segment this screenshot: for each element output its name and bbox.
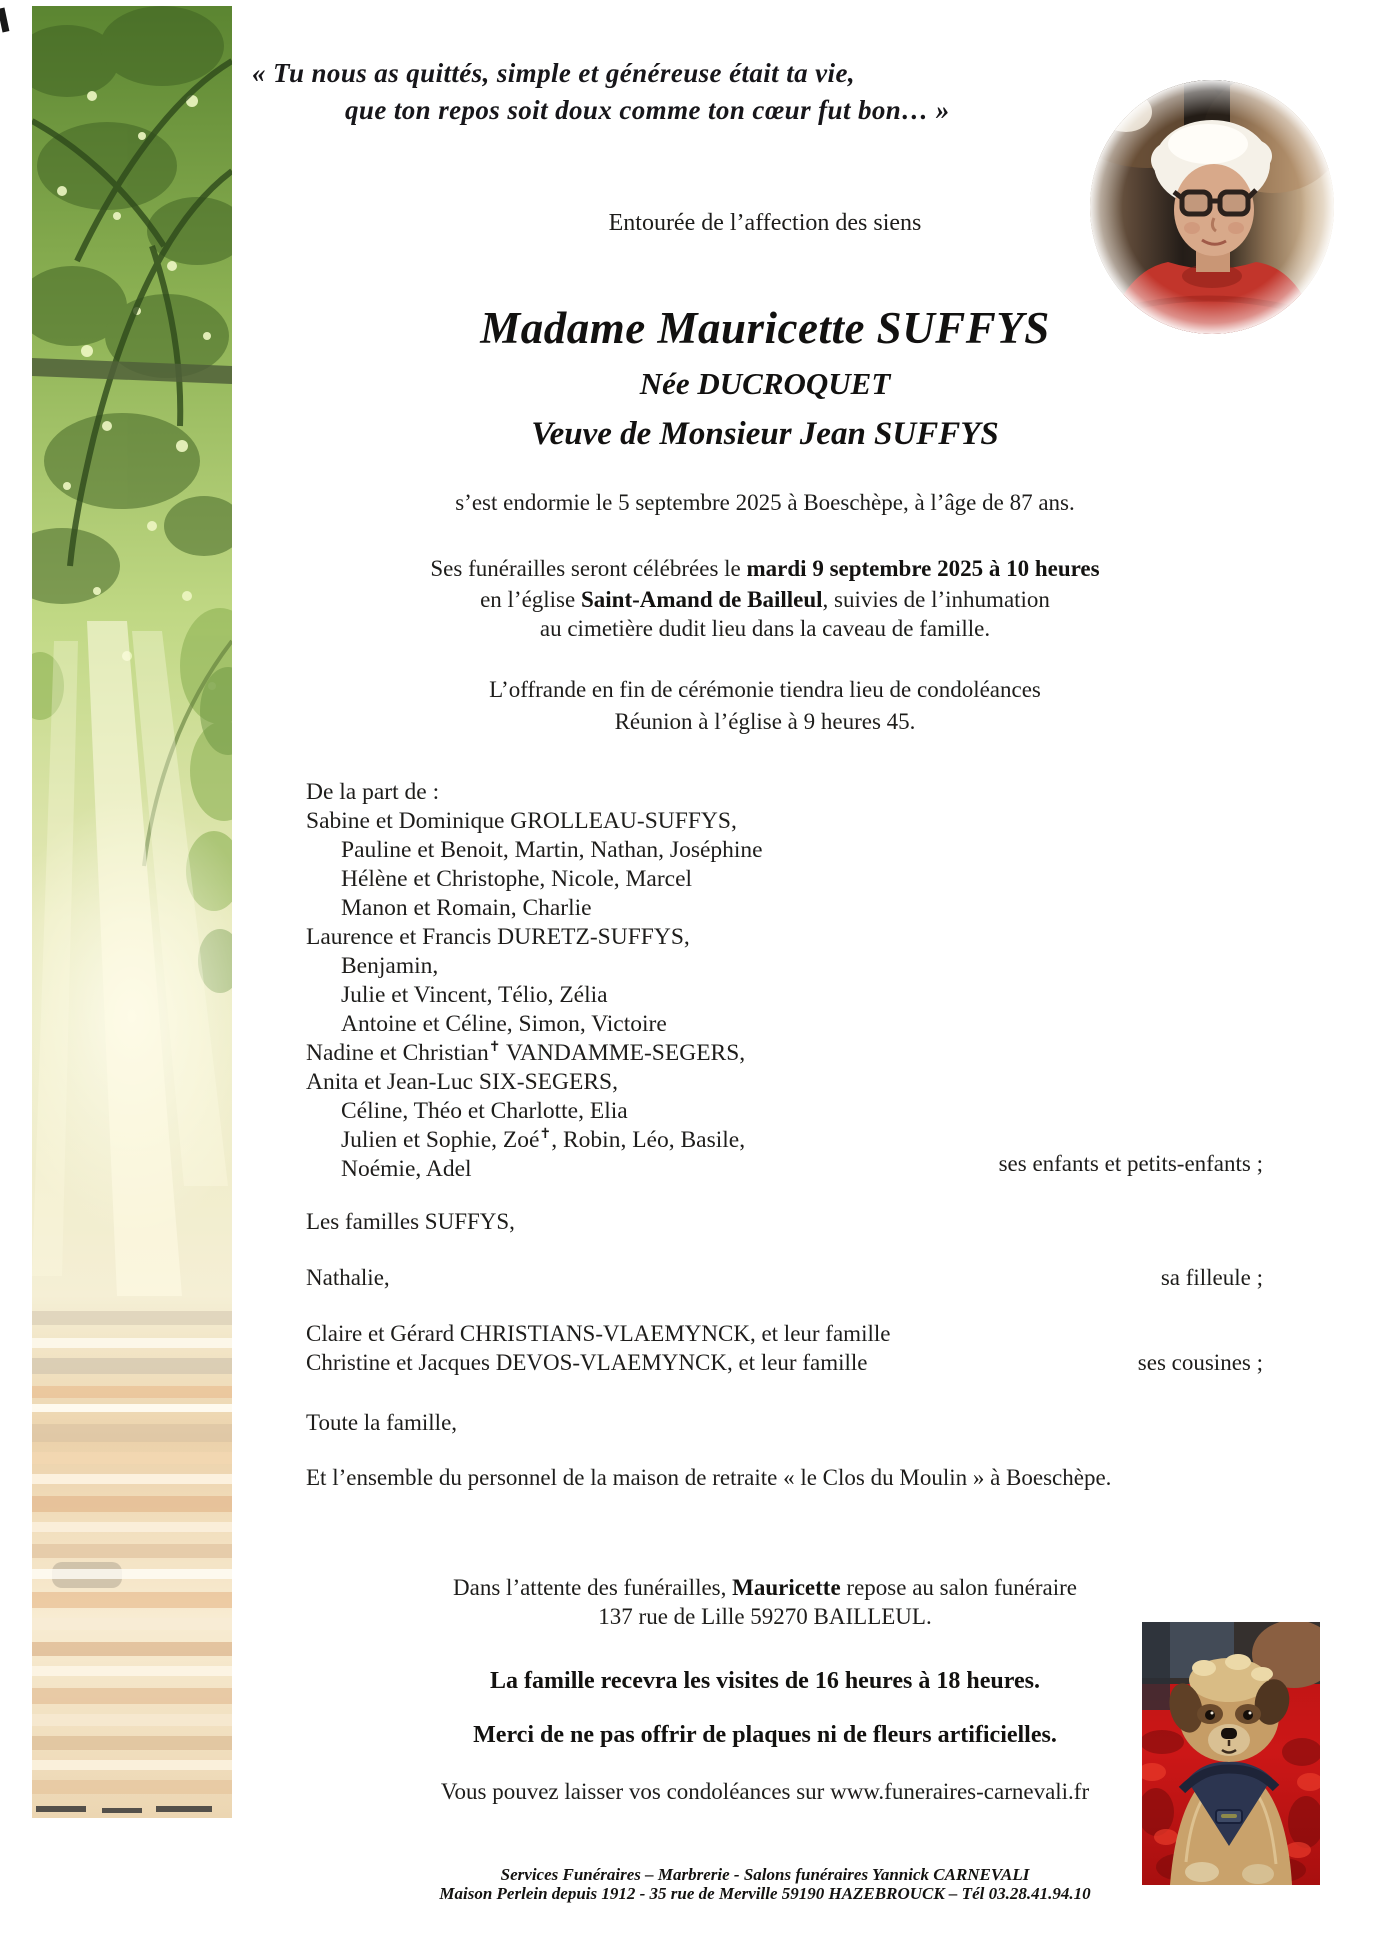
family-line: Antoine et Céline, Simon, Victoire — [341, 1011, 667, 1037]
offering-line-1: L’offrande en fin de cérémonie tiendra lieu de condoléances — [489, 677, 1041, 702]
family-line: Manon et Romain, Charlie — [341, 895, 592, 921]
deceased-maiden-name: Née DUCROQUET — [639, 366, 891, 401]
funeral-line-3: au cimetière dudit lieu dans la caveau de famille. — [539, 616, 991, 641]
deceased-cross-icon: ✝ — [488, 1039, 501, 1056]
family-line: Laurence et Francis DURETZ-SUFFYS, — [306, 924, 690, 950]
family-line: Noémie, Adel — [341, 1156, 472, 1182]
no-flowers-line: Merci de ne pas offrir de plaques ni de fleurs artificielles. — [473, 1722, 1057, 1748]
deceased-cross-icon: ✝ — [539, 1126, 552, 1143]
whole-family-line: Toute la famille, — [306, 1410, 458, 1435]
funeral-line-1 — [230, 556, 1300, 582]
family-line-text: Julien et Sophie, Zoé — [341, 1127, 540, 1153]
family-line: Céline, Théo et Charlotte, Elia — [341, 1098, 628, 1124]
goddaughter-relation-label: sa filleule ; — [1160, 1265, 1263, 1290]
deceased-name: Madame Mauricette SUFFYS — [480, 303, 1050, 353]
funeral-line-2-pre: en l’église — [480, 587, 581, 612]
family-line-text: VANDAMME-SEGERS, — [500, 1040, 746, 1066]
cousins-line-2: Christine et Jacques DEVOS-VLAEMYNCK, et leur famille — [306, 1350, 868, 1375]
funeral-line-1-text: Ses funérailles seront célébrées le — [430, 556, 747, 581]
condolences-line: Vous pouvez laisser vos condoléances sur www.funeraires-carnevali.fr — [440, 1779, 1090, 1804]
family-line: Pauline et Benoit, Martin, Nathan, Joséphine — [341, 837, 763, 863]
funeral-home-line-1: Services Funéraires – Marbrerie - Salons funéraires Yannick CARNEVALI — [500, 1865, 1030, 1884]
offering-line-2: Réunion à l’église à 9 heures 45. — [614, 709, 916, 734]
dog-photo — [1142, 1622, 1320, 1885]
cousins-relation-label: ses cousines ; — [1137, 1350, 1263, 1375]
forest-path-photo — [32, 6, 232, 1818]
family-line — [341, 1126, 763, 1155]
family-line: Sabine et Dominique GROLLEAU-SUFFYS, — [306, 808, 737, 834]
funeral-church: Saint-Amand de Bailleul — [580, 587, 823, 612]
family-line: Benjamin, — [341, 953, 439, 979]
family-line: Julie et Vincent, Télio, Zélia — [341, 982, 608, 1008]
family-line-text: Nadine et Christian — [306, 1040, 489, 1066]
quote-line-1: « Tu nous as quittés, simple et généreuse était ta vie, — [252, 58, 855, 88]
family-line: Hélène et Christophe, Nicole, Marcel — [341, 866, 693, 892]
family-line — [306, 1039, 763, 1068]
repose-line-1-pre: Dans l’attente des funérailles, — [453, 1575, 733, 1600]
repose-first-name: Mauricette — [732, 1575, 841, 1600]
staff-line: Et l’ensemble du personnel de la maison de retraite « le Clos du Moulin » à Boeschèpe. — [306, 1465, 1112, 1490]
deceased-widow-of: Veuve de Monsieur Jean SUFFYS — [531, 416, 999, 452]
children-relation-label: ses enfants et petits-enfants ; — [998, 1151, 1263, 1176]
funeral-line-2 — [230, 587, 1300, 613]
funeral-home-line-2: Maison Perlein depuis 1912 - 35 rue de Merville 59190 HAZEBROUCK – Tél 03.28.41.94.10 — [439, 1884, 1091, 1903]
repose-line-1 — [230, 1575, 1300, 1601]
portrait-photo — [1088, 78, 1336, 336]
funeral-date: mardi 9 septembre 2025 à 10 heures — [746, 556, 1100, 581]
intro-line: Entourée de l’affection des siens — [608, 210, 922, 236]
cousins-line-1: Claire et Gérard CHRISTIANS-VLAEMYNCK, et leur famille — [306, 1321, 891, 1346]
repose-line-1-post: repose au salon funéraire — [840, 1575, 1077, 1600]
goddaughter-name: Nathalie, — [306, 1265, 390, 1290]
death-notice: s’est endormie le 5 septembre 2025 à Boeschèpe, à l’âge de 87 ans. — [455, 490, 1075, 515]
scan-artifact — [0, 8, 9, 33]
repose-address: 137 rue de Lille 59270 BAILLEUL. — [598, 1604, 932, 1629]
families-line: Les familles SUFFYS, — [306, 1209, 515, 1234]
quote-line-2: que ton repos soit doux comme ton cœur fut bon… » — [345, 95, 950, 125]
family-heading: De la part de : — [306, 779, 440, 805]
family-line: Anita et Jean-Luc SIX-SEGERS, — [306, 1069, 618, 1095]
visits-line: La famille recevra les visites de 16 heures à 18 heures. — [490, 1668, 1040, 1694]
funeral-line-2-post: , suivies de l’inhumation — [822, 587, 1050, 612]
family-line-text: , Robin, Léo, Basile, — [551, 1127, 746, 1153]
family-list — [306, 778, 763, 1184]
